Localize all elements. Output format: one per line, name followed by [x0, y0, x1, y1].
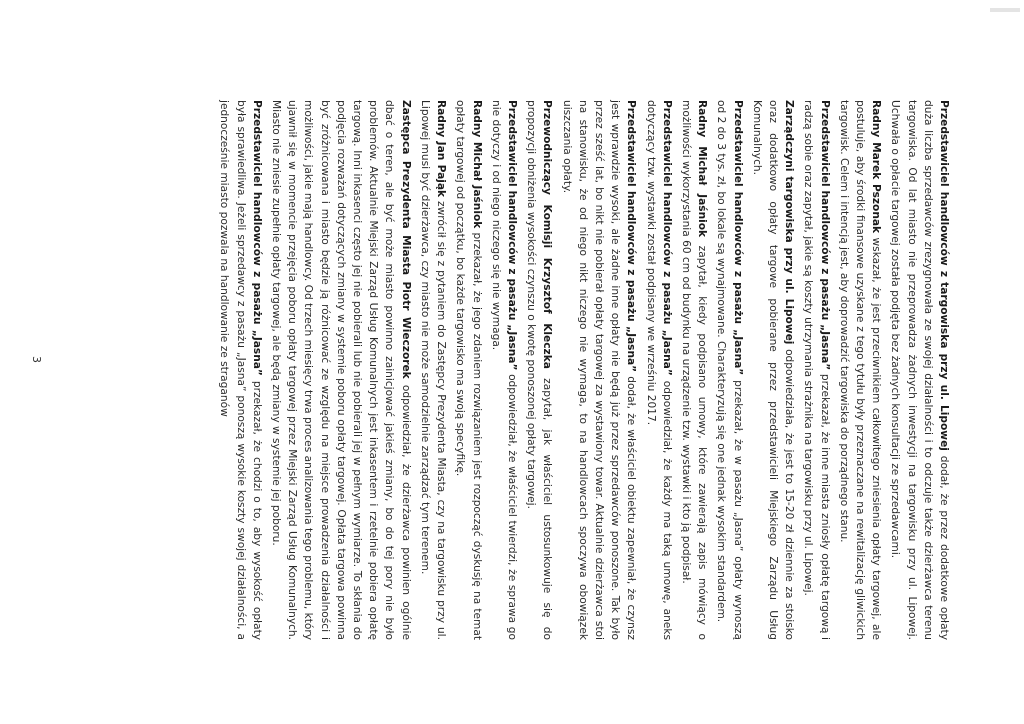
paragraph-text: przekazał, że chodzi o to, aby wysokość opłaty była sprawiedliwa. Jeżeli sprzedawcy z pasażu „Jasna” ponoszą wysokie koszty swojej działalności, a jednocześnie miasto pozwala na handlowanie ze straganów	[218, 100, 263, 640]
paragraph	[749, 100, 798, 640]
speaker-name: Przedstawiciel handlowców z pasażu „Jasna”	[818, 100, 831, 371]
paragraph-text: zwrócił się z pytaniem do Zastępcy Prezydenta Miasta, czy na targowisku przy ul. Lipowej musi być dzierżawca, czy miasto nie może samodzielnie zarządzać tym terenem.	[418, 100, 448, 640]
speaker-name: Przedstawiciel handlowców z pasażu „Jasna”	[625, 100, 638, 373]
speaker-name: Przedstawiciel handlowców z pasażu „Jasna”	[731, 100, 744, 376]
paragraph-text: przekazał, że w pasażu „Jasna” opłaty wynoszą od 2 do 3 tys. zł, bo lokale są wynajmowane. Charakteryzują się one jednak wysokim standardem.	[715, 100, 744, 640]
paragraph	[417, 100, 449, 640]
paragraph	[558, 100, 639, 640]
scan-edge-mark	[990, 8, 1020, 12]
speaker-name: Radny Jan Pająk	[435, 100, 448, 198]
speaker-name: Przedstawiciel handlowców z pasażu „Jasna”	[660, 100, 673, 376]
paragraph	[887, 100, 952, 640]
paragraph-text: dodał, że właściciel obiektu zapewniał, że czynsz jest wprawdzie wysoki, ale żadne inne opłaty nie będą już przez sprzedawców ponoszone. Tak było przez sześć lat, bo nikt nie pobierał opłaty targowej za wystawiony towar. Aktualnie dzierżawca stoi na stanowisku, że od niego nikt niczego nie wymaga, to na handlowcach spoczywa obowiązek uiszczania opłaty.	[560, 100, 638, 640]
paragraph-text: wskazał, że jest przeciwnikiem całkowitego zniesienia opłaty targowej, ale postuluje, aby środki finansowe uzyskane z tego tytułu były przeznaczane na rewitalizację gliwickich targowisk. Celem i intencją jest, aby doprowadzić targowiska do porządnego stanu.	[837, 100, 883, 641]
paragraph	[268, 100, 414, 640]
speaker-name: Przedstawiciel handlowców z targowiska przy ul. Lipowej	[938, 100, 950, 451]
paragraph	[452, 100, 484, 640]
paragraph-text: przekazał, że jego zdaniem rozwiązaniem jest rozpocząć dyskusję na temat opłaty targowej od początku, bo każde targowisko ma swoją specyfikę.	[454, 100, 483, 640]
speaker-name: Zarządczyni targowiska przy ul. Lipowej	[783, 100, 796, 345]
speaker-name: Przedstawiciel handlowców z pasażu „Jasna”	[505, 100, 518, 371]
paragraph	[488, 100, 520, 640]
page-number: 3	[30, 356, 43, 363]
document-body	[216, 100, 952, 640]
paragraph-text: odpowiedział, że każdy ma taką umowę, aneks dotyczący tzw. wystawki został podpisany we wrześniu 2017.	[644, 100, 673, 640]
paragraph	[713, 100, 745, 640]
paragraph	[678, 100, 710, 640]
speaker-name: Radny Michał Jaśniok	[470, 100, 483, 229]
paragraph	[836, 100, 885, 640]
speaker-name: Przewodniczący Komisji Krzysztof Kleczka	[541, 100, 554, 369]
paragraph-text: odpowiedział, że właściciel twierdzi, że sprawa go nie dotyczy i od niego niczego się nie wymaga.	[489, 100, 518, 640]
speaker-name: Radny Michał Jaśniok	[696, 100, 709, 238]
paragraph-text: zapytał, jak właściciel ustosunkowuje się do propozycji obniżenia wysokości czynszu o kwotę ponoszonej opłaty targowej.	[525, 100, 554, 640]
paragraph	[216, 100, 265, 640]
paragraph-text: odpowiedziała, że jest to 15-20 zł dziennie za stoisko oraz dodatkowo opłaty targowe pobierane przez przedstawicieli Miejskiego Zarządu Usług Komunalnych.	[750, 100, 796, 640]
paragraph-text: przekazał, że inne miasta zniosły opłatę targową i radzą sobie oraz zapytał, jakie są koszty utrzymania strażnika na targowisku przy ul. Lipowej.	[802, 100, 831, 640]
paragraph	[642, 100, 674, 640]
paragraph-text: dodał, że przez dodatkowe opłaty duża liczba sprzedawców zrezygnowała ze swojej działalności i to odczuje także dzierżawca terenu targowiska. Od lat miasto nie przeprowadza żadnych inwestycji na targowisku przy ul. Lipowej. Uchwała o opłacie targowej została podjęta bez żadnych konsultacji ze sprzedawcami.	[889, 100, 950, 640]
speaker-name: Radny Marek Pszonak	[870, 100, 883, 234]
paragraph-text: odpowiedział, że dzierżawca powinien ogólnie dbać o teren, ale być może miasto powinno zainicjować jakieś zmiany, bo do tej pory nie było problemów. Aktualnie Miejski Zarząd Usług Komunalnych jest inkasentem i rzetelnie pobiera opłatę targową. Inni inkasenci często jej nie pobierali lub nie pobierali jej w pełnym wymiarze. To skłania do podjęcia rozważań dotyczących zmiany w systemie poboru opłaty targowej. Opłata targowa powinna być zróżnicowana i miasto będzie ją różnicować ze względu na miejsce prowadzenia działalności i możliwości, jakie mają handlowcy. Od trzech miesięcy trwa proces analizowania tego problemu, który ujawnił się w momencie przejęcia poboru opłaty targowej przez Miejski Zarząd Usług Komunalnych. Miasto nie zniesie zupełnie opłaty targowej, ale będą zmiany w systemie jej poboru.	[270, 100, 412, 640]
paragraph	[800, 100, 832, 640]
speaker-name: Przedstawiciel handlowców z pasażu „Jasna”	[250, 100, 263, 376]
speaker-name: Zastępca Prezydenta Miasta Piotr Wieczorek	[399, 100, 412, 379]
paragraph	[523, 100, 555, 640]
paragraph-text: zapytał, kiedy podpisano umowy, które zawierają zapis mówiący o możliwości wykorzystania 60 cm od budynku na urządzenie tzw. wystawki i kto ją podpisał.	[679, 100, 709, 640]
